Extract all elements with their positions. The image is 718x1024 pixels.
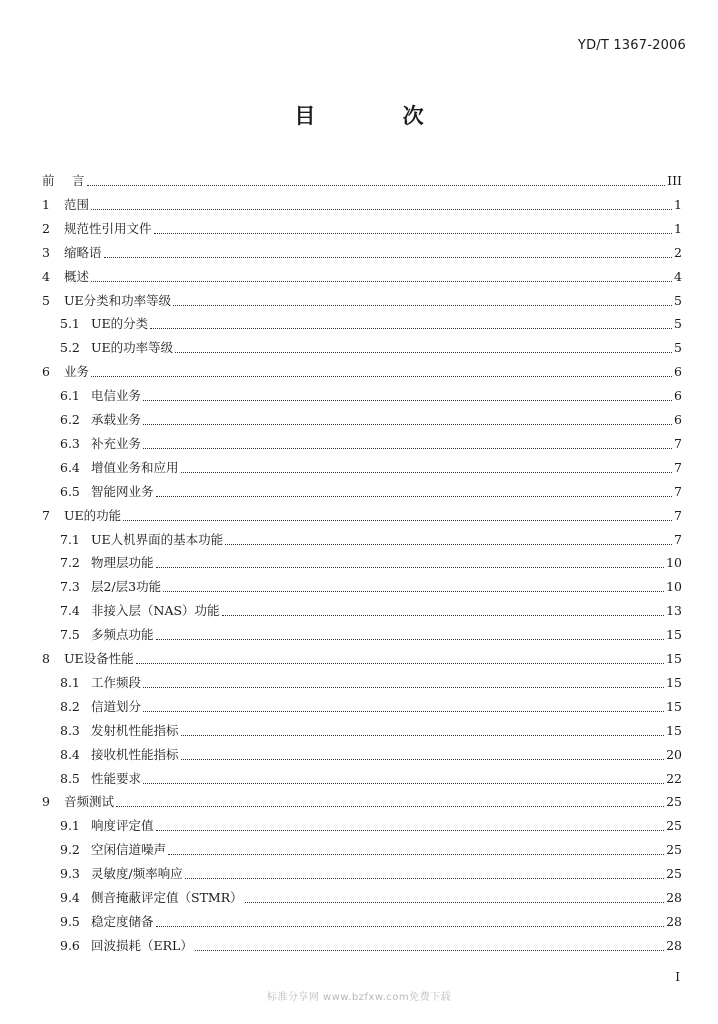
toc-entry[interactable] [42,577,682,597]
toc-entry-page: 15 [666,698,682,714]
toc-entry[interactable] [42,601,682,621]
toc-dot-leader [156,829,665,831]
toc-dot-leader [143,399,672,401]
toc-entry-page: 25 [666,842,682,858]
toc-entry-number: 9.2 [60,842,80,858]
toc-dot-leader [143,782,664,784]
toc-entry[interactable] [42,745,682,765]
toc-entry-label: UE人机界面的基本功能 [91,531,224,547]
toc-entry[interactable] [42,410,682,430]
toc-entry[interactable] [42,171,682,191]
toc-dot-leader [181,758,665,760]
toc-dot-leader [181,471,672,473]
toc-entry-page: 6 [674,412,682,427]
toc-entry-label: 多频点功能 [91,627,154,643]
toc-entry[interactable] [42,530,682,550]
toc-entry-label: 稳定度储备 [91,913,154,929]
standard-code: YD/T 1367-2006 [577,38,686,53]
toc-entry-page: 2 [674,244,682,260]
toc-entry-label: 性能要求 [91,770,142,786]
toc-entry-label: 层2/层3功能 [91,579,162,595]
toc-dot-leader [143,447,672,449]
toc-entry[interactable] [42,769,682,789]
toc-dot-leader [143,423,672,425]
toc-entry-label: 非接入层（NAS）功能 [91,603,220,619]
toc-entry-label: 回波损耗（ERL） [91,937,193,953]
toc-entry-number: 9.4 [60,890,80,905]
toc-entry-page: 28 [666,913,682,929]
toc-entry-number: 9.5 [60,913,80,929]
toc-entry-page: 7 [674,507,682,523]
toc-entry-number: 6.3 [60,435,80,451]
toc-entry-number: 9.6 [60,937,80,953]
toc-entry-label: 范围 [64,196,90,212]
toc-entry-number: 7 [42,507,50,523]
toc-entry-page: 20 [666,746,682,762]
toc-dot-leader [225,543,672,545]
toc-entry-page: 4 [674,268,682,284]
toc-entry[interactable] [42,697,682,717]
toc-entry-number: 9.3 [60,866,80,882]
toc-entry-number: 7.1 [60,531,80,547]
toc-entry[interactable] [42,267,682,287]
toc-entry-number: 6.4 [60,459,80,475]
toc-dot-leader [163,590,664,592]
toc-dot-leader [116,805,664,807]
toc-entry[interactable] [42,553,682,573]
toc-dot-leader [91,280,672,282]
toc-entry-page: 6 [674,364,682,380]
toc-dot-leader [181,734,665,736]
toc-entry[interactable] [42,912,682,932]
toc-entry-label: 增值业务和应用 [91,459,179,475]
toc-entry[interactable] [42,506,682,526]
toc-entry-label: 工作频段 [91,674,142,690]
page-number: I [675,970,680,984]
toc-entry-number: 7.4 [60,603,80,619]
toc-dot-leader [185,877,664,879]
toc-dot-leader [154,232,672,234]
toc-dot-leader [91,208,672,210]
toc-entry-page: 5 [674,316,682,332]
toc-entry-page: 1 [674,220,682,236]
toc-entry[interactable] [42,625,682,645]
toc-entry-number: 1 [42,196,50,212]
toc-entry-number: 5.2 [60,340,80,356]
toc-entry[interactable] [42,936,682,956]
toc-dot-leader [123,519,672,521]
toc-dot-leader [168,853,664,855]
toc-entry-number: 8.1 [60,674,80,690]
toc-entry-label: 言 [72,173,85,188]
toc-entry-number: 8.4 [60,746,80,762]
toc-dot-leader [91,375,672,377]
toc-entry-page: 15 [666,722,682,738]
toc-dot-leader [104,256,672,258]
toc-dot-leader [195,949,664,951]
toc-entry-label: 智能网业务 [91,483,154,499]
toc-entry-number: 8.5 [60,770,80,786]
toc-entry-number: 4 [42,268,50,284]
toc-entry-page: 15 [666,674,682,690]
toc-entry-page: 5 [674,292,682,308]
toc-entry-label: 缩略语 [64,244,102,260]
toc-entry[interactable] [42,338,682,358]
toc-entry-page: 10 [666,579,682,595]
toc-entry-number: 2 [42,220,50,236]
toc-entry[interactable] [42,792,682,812]
toc-entry[interactable] [42,219,682,239]
toc-dot-leader [87,184,666,186]
toc-entry-label: 音频测试 [64,794,115,810]
toc-entry-page: 7 [674,483,682,499]
toc-entry[interactable] [42,888,682,908]
toc-dot-leader [156,495,672,497]
toc-entry-page: 28 [666,890,682,905]
toc-entry[interactable] [42,864,682,884]
toc-entry-page: 1 [674,196,682,212]
toc-entry-page: 25 [666,794,682,810]
toc-dot-leader [222,614,665,616]
toc-entry[interactable] [42,314,682,334]
toc-entry-label: 空闲信道噪声 [91,842,167,858]
toc-entry-number: 6 [42,364,50,380]
toc-entry[interactable] [42,243,682,263]
toc-entry-number: 6.5 [60,483,80,499]
toc-entry-label: UE的功率等级 [91,340,174,356]
toc-entry-label: 灵敏度/频率响应 [91,866,183,882]
toc-entry-number: 3 [42,244,50,260]
toc-entry-page: 5 [674,340,682,356]
toc-entry[interactable] [42,482,682,502]
toc-entry-label: 规范性引用文件 [64,220,152,236]
toc-entry[interactable] [42,458,682,478]
toc-dot-leader [156,638,665,640]
toc-dot-leader [143,686,664,688]
toc-dot-leader [136,662,664,664]
toc-dot-leader [143,710,664,712]
toc-entry-page: 7 [674,459,682,475]
toc-entry-number: 9 [42,794,50,810]
toc-entry-number: 8 [42,651,50,666]
toc-entry[interactable] [42,649,682,669]
toc-entry-number: 9.1 [60,818,80,834]
toc-entry-page: 7 [674,531,682,547]
toc-entry-number: 8.2 [60,698,80,714]
toc-entry-label: UE的功能 [64,507,122,523]
toc-entry-label: 响度评定值 [91,818,154,834]
toc-entry-label: 发射机性能指标 [91,722,179,738]
toc-entry-label: 业务 [64,364,90,380]
toc-entry-label: 承载业务 [91,412,142,427]
toc-entry[interactable] [42,816,682,836]
toc-entry-label: 物理层功能 [91,555,154,571]
toc-dot-leader [156,925,665,927]
toc-entry[interactable] [42,195,682,215]
toc-entry-number: 6.2 [60,412,80,427]
watermark: 标准分享网 www.bzfxw.com免费下载 [266,992,452,1003]
toc-entry-page: 13 [666,603,682,619]
toc-entry-label: 侧音掩蔽评定值（STMR） [91,890,243,905]
toc-entry-label: 接收机性能指标 [91,746,179,762]
toc-entry-label: 补充业务 [91,435,142,451]
toc-entry-page: 15 [666,651,682,666]
toc-dot-leader [175,351,672,353]
toc-entry[interactable] [42,291,682,311]
toc-entry-number: 前 [42,173,55,188]
toc-entry-label: UE设备性能 [64,651,134,666]
toc-entry[interactable] [42,721,682,741]
toc-entry[interactable] [42,386,682,406]
toc-entry-label: 信道划分 [91,698,142,714]
toc-entry-page: 25 [666,866,682,882]
toc-entry-number: 5.1 [60,316,80,332]
toc-entry-label: UE分类和功率等级 [64,292,172,308]
toc-entry-page: 22 [666,770,682,786]
toc-entry-number: 7.2 [60,555,80,571]
toc-entry-label: UE的分类 [91,316,149,332]
toc-entry[interactable] [42,434,682,454]
toc-entry[interactable] [42,673,682,693]
toc-dot-leader [173,304,672,306]
toc-entry-number: 6.1 [60,388,80,404]
toc-entry-page: 10 [666,555,682,571]
toc-entry-page: 28 [666,937,682,953]
toc-entry-number: 7.5 [60,627,80,643]
toc-entry[interactable] [42,362,682,382]
toc-entry-page: III [667,173,682,188]
toc-entry-label: 概述 [64,268,90,284]
toc-dot-leader [150,327,672,329]
page-title: 目 次 [294,103,464,128]
toc-entry-number: 5 [42,292,50,308]
toc-entry-number: 8.3 [60,722,80,738]
toc-entry-page: 15 [666,627,682,643]
toc-dot-leader [156,566,665,568]
toc-entry-page: 25 [666,818,682,834]
toc-entry-number: 7.3 [60,579,80,595]
toc-entry-label: 电信业务 [91,388,142,404]
toc-entry-page: 7 [674,435,682,451]
toc-entry[interactable] [42,840,682,860]
toc-entry-page: 6 [674,388,682,404]
toc-dot-leader [245,901,664,903]
